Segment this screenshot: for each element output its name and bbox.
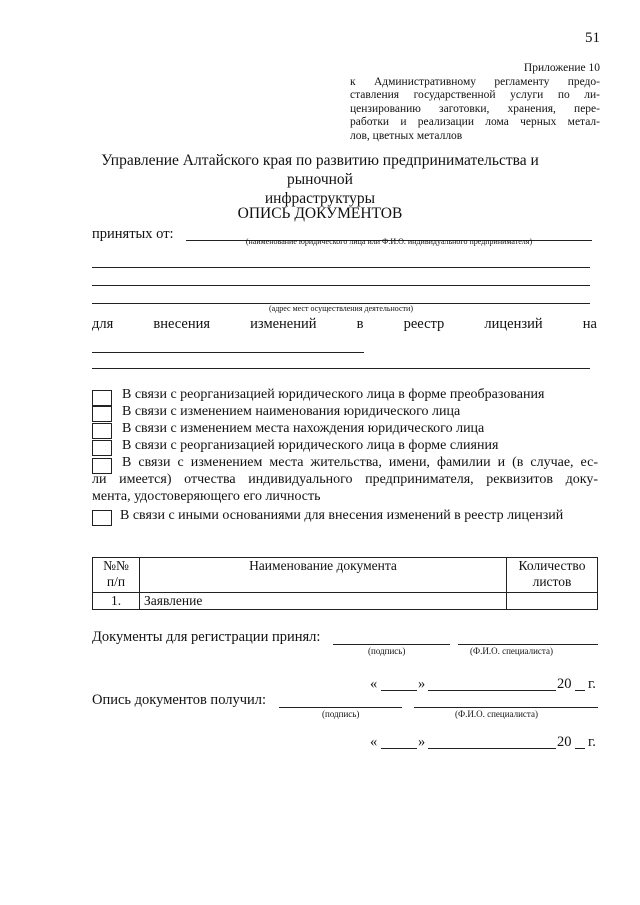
address-caption: (адрес мест осуществления деятельности) [269, 304, 413, 313]
appendix-line: цензированию заготовки, хранения, пере- [350, 102, 600, 115]
organization-line: Управление Алтайского края по развитию предпринимательства и рыночной [101, 152, 539, 188]
signature-caption: (подпись) [322, 709, 360, 719]
header-text: листов [532, 574, 572, 589]
appendix-line: лов, цветных металлов [350, 129, 463, 142]
option-checkbox[interactable] [92, 390, 112, 406]
option-label: мента, удостоверяющего его личность [92, 489, 321, 504]
name-caption: (Ф.И.О. специалиста) [470, 646, 553, 656]
date-year-line[interactable] [575, 690, 585, 691]
option-label: В связи с реорганизацией юридического лица в форме преобразования [122, 387, 545, 402]
appendix-line: работки и реализации лома черных метал- [350, 116, 600, 128]
organization-name [80, 151, 560, 208]
purpose-blank-line[interactable] [92, 368, 590, 369]
header-text: Наименование документа [249, 558, 397, 573]
date-year: 20 [557, 676, 572, 692]
date-year-line[interactable] [575, 748, 585, 749]
date-year-suffix: г. [588, 734, 596, 750]
appendix-line: к Административному регламенту предо- [350, 75, 600, 88]
date-close-quote: » [418, 676, 426, 692]
documents-table [92, 557, 598, 610]
table-header-row [93, 558, 598, 593]
appendix-note [350, 62, 600, 143]
option-label: В связи с иными основаниями для внесения изменений в реестр лицензий [120, 508, 564, 523]
option-label: В связи с реорганизацией юридического лица в форме слияния [122, 438, 499, 453]
accepted-signature-line[interactable] [333, 644, 450, 645]
document-title: ОПИСЬ ДОКУМЕНТОВ [237, 205, 403, 222]
appendix-title: Приложение 10 [523, 62, 600, 74]
organization-line: инфраструктуры [264, 190, 376, 207]
purpose-word: изменений [250, 316, 317, 332]
received-label: Опись документов получил: [92, 692, 267, 708]
date-open-quote: « [370, 734, 378, 750]
header-text: №№ [103, 558, 129, 573]
option-checkbox[interactable] [92, 510, 112, 526]
date-year: 20 [557, 734, 572, 750]
header-text: Количество [518, 558, 586, 573]
header-document-name [140, 558, 507, 593]
purpose-word: для [92, 316, 114, 332]
purpose-word: в [356, 316, 364, 332]
date-year-suffix: г. [588, 676, 596, 692]
row-sheet-count[interactable] [507, 593, 598, 610]
date-open-quote: « [370, 676, 378, 692]
purpose-word: внесения [153, 316, 211, 332]
header-number [93, 558, 140, 593]
date-month-line[interactable] [428, 690, 556, 691]
signature-caption: (подпись) [368, 646, 406, 656]
purpose-blank-line[interactable] [92, 352, 364, 353]
accepted-label: Документы для регистрации принял: [92, 629, 321, 645]
purpose-word: лицензий [484, 316, 543, 332]
table-row [93, 593, 598, 610]
received-signature-line[interactable] [279, 707, 402, 708]
accepted-name-line[interactable] [458, 644, 598, 645]
row-document-name[interactable]: Заявление [140, 593, 507, 610]
option-checkbox[interactable] [92, 406, 112, 422]
option-checkbox[interactable] [92, 440, 112, 456]
purpose-word: на [582, 316, 597, 332]
option-checkbox[interactable] [92, 423, 112, 439]
received-name-line[interactable] [414, 707, 598, 708]
blank-line[interactable] [92, 267, 590, 268]
header-sheet-count [507, 558, 598, 593]
page-number: 51 [585, 30, 600, 46]
blank-line[interactable] [92, 285, 590, 286]
header-text: п/п [106, 574, 126, 589]
date-month-line[interactable] [428, 748, 556, 749]
date-close-quote: » [418, 734, 426, 750]
row-number: 1. [93, 593, 140, 610]
option-label: В связи с изменением места нахождения юридического лица [122, 421, 485, 436]
appendix-line: ставления государственной услуги по ли- [350, 89, 600, 101]
option-label: В связи с изменением наименования юридического лица [122, 404, 461, 419]
applicant-name-caption: (наименование юридического лица или Ф.И.О. индивидуального предпринимателя) [245, 237, 533, 246]
name-caption: (Ф.И.О. специалиста) [455, 709, 538, 719]
date-day-line[interactable] [381, 748, 417, 749]
received-from-label: принятых от: [92, 226, 174, 242]
purpose-word: реестр [403, 316, 445, 332]
option-label: ли имеется) отчества индивидуального предпринимателя, реквизитов доку- [92, 472, 598, 487]
date-day-line[interactable] [381, 690, 417, 691]
option-label: В связи с изменением места жительства, имени, фамилии и (в случае, ес- [122, 455, 598, 470]
purpose-line [92, 316, 597, 333]
